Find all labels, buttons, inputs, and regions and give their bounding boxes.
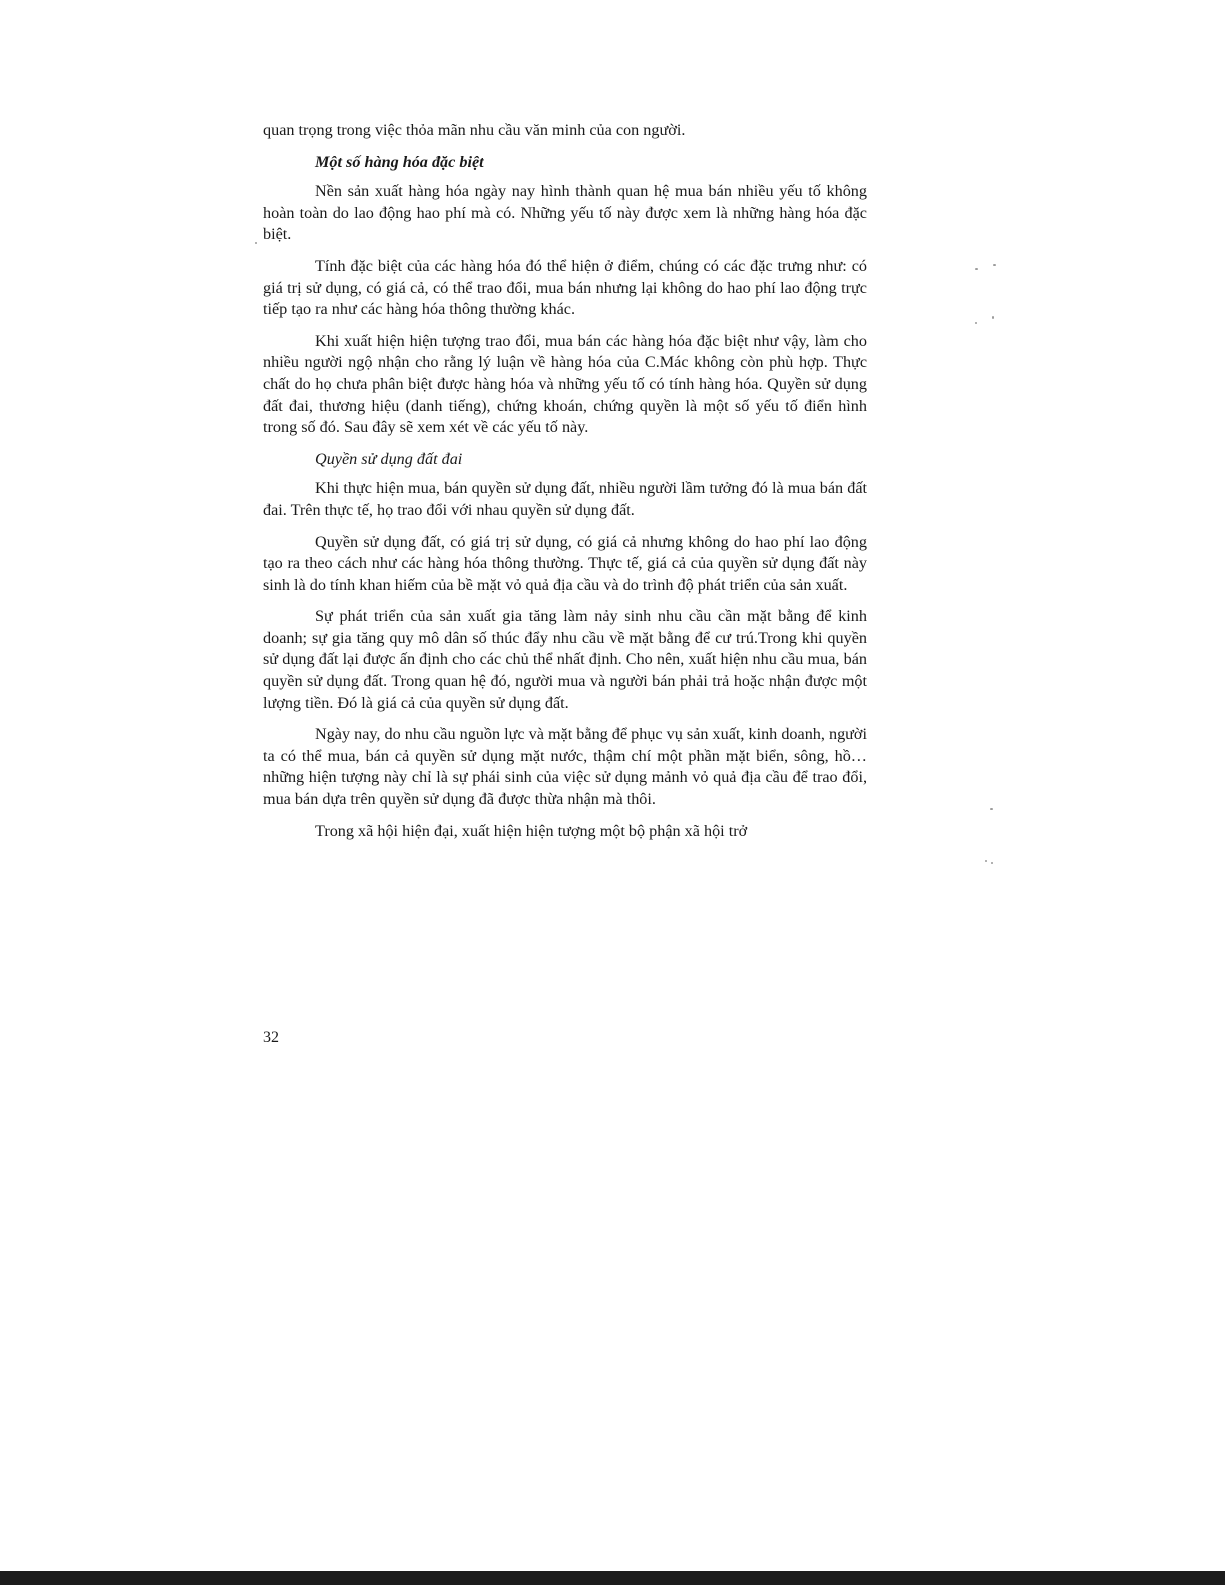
paragraph-continuation: quan trọng trong việc thỏa mãn nhu cầu văn minh của con người. xyxy=(263,121,686,139)
paragraph: Nền sản xuất hàng hóa ngày nay hình thành quan hệ mua bán nhiều yếu tố không hoàn toàn do lao động hao phí mà có. Những yếu tố này được xem là những hàng hóa đặc biệt. xyxy=(263,182,867,244)
scan-speck xyxy=(991,862,993,864)
paragraph: Khi thực hiện mua, bán quyền sử dụng đất, nhiều người lầm tưởng đó là mua bán đất đai. Trên thực tế, họ trao đổi với nhau quyền sử dụng đất. xyxy=(263,479,867,519)
scan-speck xyxy=(255,242,257,244)
scan-speck xyxy=(975,322,977,324)
paragraph: Trong xã hội hiện đại, xuất hiện hiện tượng một bộ phận xã hội trở xyxy=(315,821,748,840)
scan-speck xyxy=(992,316,994,319)
page-number: 32 xyxy=(263,1029,279,1046)
scan-bottom-edge xyxy=(0,1571,1225,1585)
section-heading-special-goods: Một số hàng hóa đặc biệt xyxy=(315,152,484,171)
scan-speck xyxy=(985,860,987,862)
paragraph: Sự phát triển của sản xuất gia tăng làm nảy sinh nhu cầu cần mặt bằng để kinh doanh; sự gia tăng quy mô dân số thúc đẩy nhu cầu về mặt bằng để cư trú.Trong khi quyền sử dụng đất lại được ấn định cho các chủ thể nhất định. Cho nên, xuất hiện nhu cầu mua, bán quyền sử dụng đất. Trong quan hệ đó, người mua và người bán phải trả hoặc nhận được một lượng tiền. Đó là giá cả của quyền sử dụng đất. xyxy=(263,607,867,712)
paragraph: Khi xuất hiện hiện tượng trao đổi, mua bán các hàng hóa đặc biệt như vậy, làm cho nhiều người ngộ nhận cho rằng lý luận về hàng hóa của C.Mác không còn phù hợp. Thực chất do họ chưa phân biệt được hàng hóa và những yếu tố có tính hàng hóa. Quyền sử dụng đất đai, thương hiệu (danh tiếng), chứng khoán, chứng quyền là một số yếu tố điển hình trong số đó. Sau đây sẽ xem xét về các yếu tố này. xyxy=(263,331,867,437)
paragraph: Quyền sử dụng đất, có giá trị sử dụng, có giá cả nhưng không do hao phí lao động tạo ra theo cách như các hàng hóa thông thường. Thực tế, giá cả của quyền sử dụng đất này sinh là do tính khan hiếm của bề mặt vỏ quả địa cầu và do trình độ phát triển của sản xuất. xyxy=(263,532,867,594)
scan-speck xyxy=(993,264,996,266)
section-heading-land-use-rights: Quyền sử dụng đất đai xyxy=(315,449,463,468)
paragraph: Tính đặc biệt của các hàng hóa đó thể hiện ở điểm, chúng có các đặc trưng như: có giá trị sử dụng, có giá cả, có thể trao đổi, mua bán nhưng lại không do hao phí lao động trực tiếp tạo ra như các hàng hóa thông thường khác. xyxy=(263,256,867,319)
paragraph: Ngày nay, do nhu cầu nguồn lực và mặt bằng để phục vụ sản xuất, kinh doanh, người ta có thể mua, bán cả quyền sử dụng mặt nước, thậm chí một phần mặt biển, sông, hồ… những hiện tượng này chỉ là sự phái sinh của việc sử dụng mảnh vỏ quả địa cầu để trao đổi, mua bán dựa trên quyền sử dụng đã được thừa nhận mà thôi. xyxy=(263,725,867,809)
scan-speck xyxy=(990,808,993,810)
document-text-block xyxy=(263,120,867,852)
scan-speck xyxy=(975,268,978,270)
